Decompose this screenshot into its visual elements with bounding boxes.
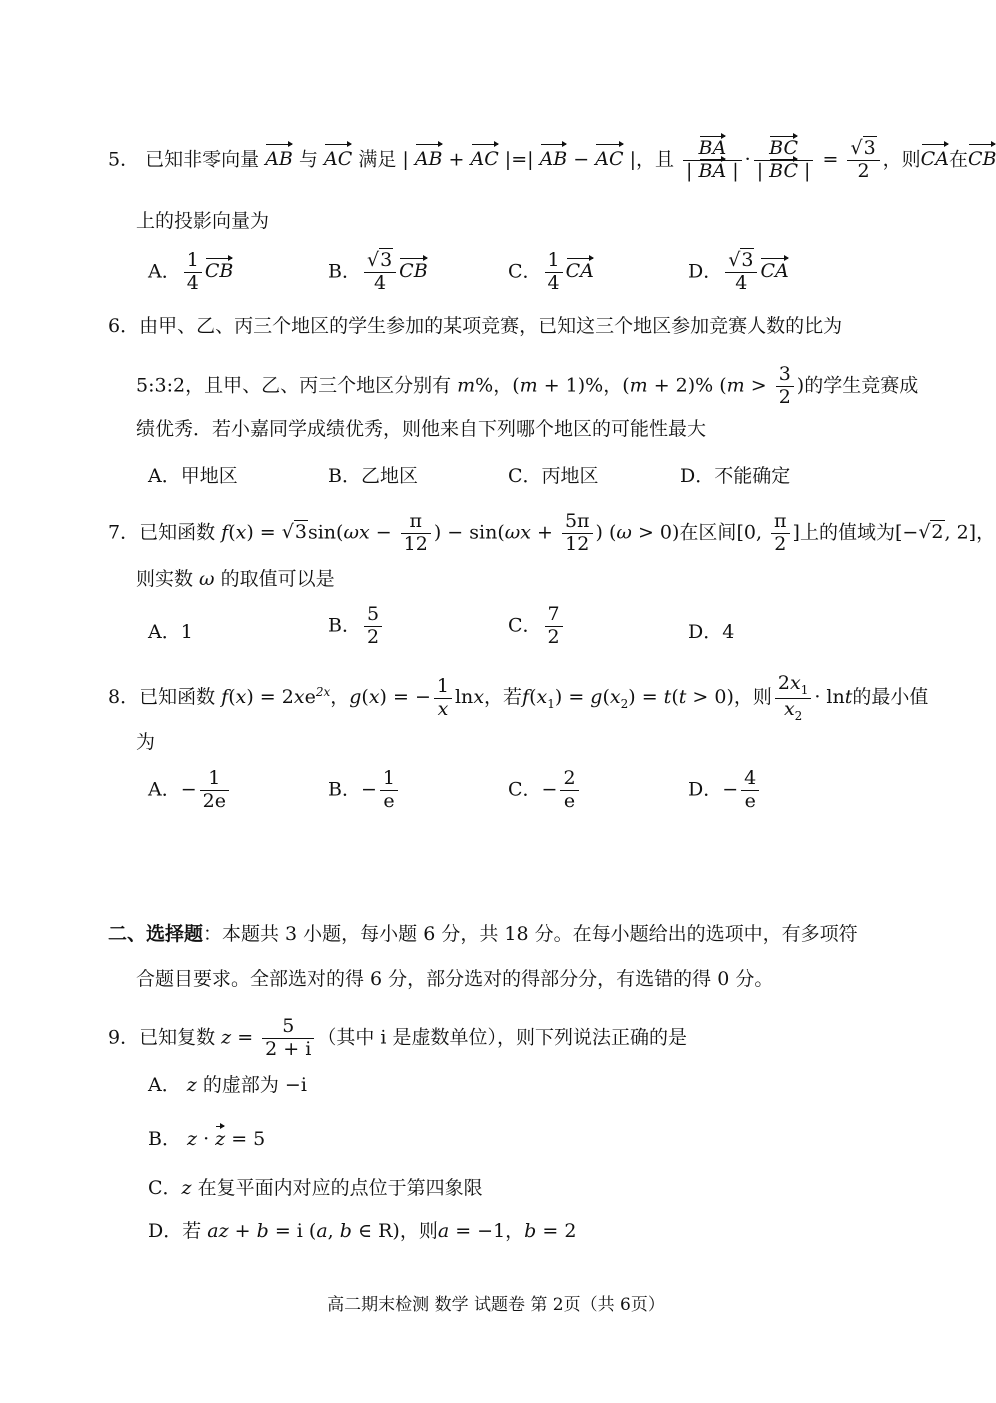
q6-option-d: D．不能确定	[680, 465, 791, 487]
q8-option-c: C．− $\frac{2}{e}$	[508, 768, 582, 813]
q6-option-c: C．丙地区	[508, 465, 599, 487]
section2-line2: 合题目要求。全部选对的得 6 分，部分选对的得部分分，有选错的得 0 分。	[136, 968, 774, 990]
section2-line1: 二、选择题：本题共 3 小题，每小题 6 分，共 18 分。在每小题给出的选项中，有多项符	[108, 923, 858, 945]
q6-line1: 6．由甲、乙、丙三个地区的学生参加的某项竞赛，已知这三个地区参加竞赛人数的比为	[108, 315, 843, 337]
q5-option-d: D． $\frac{√3}{4}$ CA	[688, 249, 789, 294]
q5-line2: 上的投影向量为	[136, 210, 270, 232]
q7-line1: 7．已知函数 f(x) = √3sin(ωx − $\frac{\pi}{12}$ ) − sin(ωx + $\frac{5\pi}{12}$ ) (ω > 0)在区间[0, $\frac{\pi}{2}$ ]上的值域为[−√2, 2]，	[108, 510, 996, 555]
q6-line2: 5:3:2，且甲、乙、丙三个地区分别有 m%，(m + 1)%，(m + 2)% (m > $\frac{3}{2}$ )的学生竞赛成	[136, 363, 919, 408]
q8-option-d: D．− $\frac{4}{e}$	[688, 768, 762, 813]
q9-option-c: C．z 在复平面内对应的点位于第四象限	[148, 1177, 483, 1199]
q5-line1: 5． 已知非零向量 AB 与 AC 满足 | AB + AC |=| AB − AC |，且 $\frac{BA}{| BA |}$ · $\frac{BC}{| BC |}$ = $\frac{√3}{2}$ ，则CA在CB	[108, 137, 996, 182]
q9-option-d: D．若 az + b = i (a, b ∈ R)，则a = −1，b = 2	[148, 1220, 577, 1242]
q7-option-d: D．4	[688, 621, 735, 643]
q9-stem: 9．已知复数 z = $\frac{5}{2 + i}$ （其中 i 是虚数单位），则下列说法正确的是	[108, 1015, 688, 1060]
q8-option-b: B．− $\frac{1}{e}$	[328, 768, 401, 813]
q5-option-a: A． $\frac{1}{4}$ CB	[148, 249, 234, 294]
q6-option-b: B．乙地区	[328, 465, 418, 487]
q6-option-a: A．甲地区	[148, 465, 238, 487]
q8-line2: 为	[136, 731, 156, 753]
q7-option-a: A．1	[148, 621, 193, 643]
q8-line1: 8．已知函数 $f(x) = 2xe^{2x}$，g(x) = − $\frac{1}{x}$ lnx，若$f(x_1) = g(x_2) = t(t > 0)$，则 $\frac{2x_1}{x_2}$ · lnt的最小值	[108, 672, 929, 723]
page-footer: 高二期末检测 数学 试题卷 第 2页（共 6页）	[327, 1295, 665, 1315]
q8-option-a: A．− $\frac{1}{2e}$	[148, 768, 232, 813]
frac-ba: $\frac{BA}{| BA |}$	[683, 138, 742, 183]
q6-line3: 绩优秀．若小嘉同学成绩优秀，则他来自下列哪个地区的可能性最大	[136, 418, 707, 440]
frac-bc: $\frac{BC}{| BC |}$	[754, 138, 814, 183]
q9-option-a: A． z 的虚部为 −i	[148, 1074, 307, 1096]
q5-option-c: C． $\frac{1}{4}$ CA	[508, 249, 594, 294]
q9-option-b: B． z · z = 5	[148, 1128, 266, 1150]
q7-line2: 则实数 ω 的取值可以是	[136, 568, 335, 590]
q7-option-c: C． $\frac{7}{2}$	[508, 604, 566, 649]
q7-option-b: B． $\frac{5}{2}$	[328, 604, 385, 649]
q5-option-b: B． $\frac{√3}{4}$ CB	[328, 249, 428, 294]
